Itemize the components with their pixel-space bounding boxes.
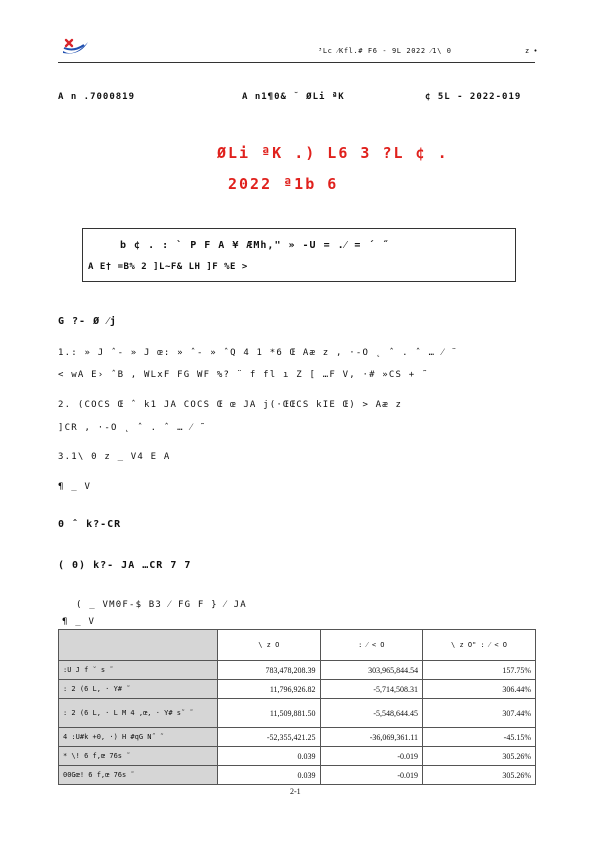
section2-subheading: ( 0) k?- JA …CR 7 7 <box>58 560 192 571</box>
table-row <box>59 661 536 680</box>
table-header-change: \ z O" : ⁄ < O <box>423 630 536 661</box>
row-label: : 2 (6 L, · Y# ˜ <box>59 680 218 699</box>
row-change-value: 305.26% <box>423 766 536 785</box>
row-label: : 2 (6 L, · L M 4 ,œ, · Y# s˜ ˜ <box>59 699 218 728</box>
notice-box-line1: b ¢ . : ` P F A ¥ ÆMh," » -U = .⁄ = ´ ˝ <box>120 240 390 251</box>
page-number: 2-1 <box>290 787 301 796</box>
notice-box <box>82 228 516 282</box>
row-current-value: -52,355,421.25 <box>218 728 321 747</box>
section1-item: ]CR , ·-O ˛ ˆ . ˆ … ⁄ ˜ <box>58 423 207 433</box>
row-change-value: -45.15% <box>423 728 536 747</box>
table-row <box>59 699 536 728</box>
company-logo-icon <box>60 36 90 58</box>
row-previous-value: -0.019 <box>320 747 423 766</box>
stock-short-name: A n1¶0& ˘ ØLi ªK <box>242 92 345 102</box>
table-header-previous: : ⁄ < O <box>320 630 423 661</box>
table-row <box>59 766 536 785</box>
table-header-current: \ z O <box>218 630 321 661</box>
section1-item: < wA E› ˆB , WLxF FG WF %? ¨ f fl ı Z [ …F V, ·# »CS + ˜ <box>58 370 429 380</box>
table-header-row <box>59 630 536 661</box>
row-previous-value: 303,965,844.54 <box>320 661 423 680</box>
row-label: 00Gœ! 6 f,œ 76s ˜ <box>59 766 218 785</box>
section1-item: 3.1\ 0 z _ V4 E A <box>58 452 171 462</box>
row-previous-value: -0.019 <box>320 766 423 785</box>
row-label: :U J f ˘ s ˜ <box>59 661 218 680</box>
header-page-marker: z • <box>525 47 538 55</box>
row-current-value: 783,478,208.39 <box>218 661 321 680</box>
row-label: 4 :U#k +0, ·) H #qG N˝ ˜ <box>59 728 218 747</box>
row-current-value: 0.039 <box>218 766 321 785</box>
row-previous-value: -5,714,508.31 <box>320 680 423 699</box>
row-previous-value: -5,548,644.45 <box>320 699 423 728</box>
row-change-value: 305.26% <box>423 747 536 766</box>
section2-heading: 0 ˆ k?-CR <box>58 519 122 530</box>
section2-note: ( _ VM0F-$ B3 ⁄ FG F } ⁄ JA <box>76 600 247 610</box>
section1-item: 2. (COCS Œ ˆ k1 JA COCS Œ œ JA j(·ŒŒCS kIE Œ) > Aæ z <box>58 400 403 410</box>
table-unit-label: ¶ _ V <box>62 617 96 627</box>
table-row <box>59 728 536 747</box>
header-divider <box>58 62 535 63</box>
table-row <box>59 747 536 766</box>
row-change-value: 307.44% <box>423 699 536 728</box>
document-title-line1: ØLi ªK .) L6 3 ?L ¢ . <box>217 144 449 162</box>
row-current-value: 11,796,926.82 <box>218 680 321 699</box>
row-change-value: 157.75% <box>423 661 536 680</box>
financial-data-table <box>58 629 536 785</box>
notice-box-line2: A E† =B% 2 ]L~F& LH ]F %E > <box>88 262 248 272</box>
row-change-value: 306.44% <box>423 680 536 699</box>
section1-item: ¶ _ V <box>58 482 92 492</box>
notice-number: ¢ 5L - 2022-019 <box>425 92 522 102</box>
stock-code: A n .7000819 <box>58 92 136 102</box>
table-row <box>59 680 536 699</box>
section1-heading: G ?- Ø ⁄j <box>58 316 117 327</box>
document-title-line2: 2022 ª1b 6 <box>228 175 339 193</box>
table-header-blank <box>59 630 218 661</box>
row-label: * \! 6 f,œ 76s ˜ <box>59 747 218 766</box>
row-current-value: 11,509,881.50 <box>218 699 321 728</box>
section1-item: 1.: » J ˆ- » J œ: » ˆ- » ˆQ 4 1 *6 Œ Aæ z ‚ ·-O ˛ ˆ . ˆ … ⁄ ¨ <box>58 348 458 358</box>
header-report-title: ³Lc ⁄Kfl.# F6 - 9L 2022 ⁄1\ 0 <box>318 47 452 55</box>
row-previous-value: -36,069,361.11 <box>320 728 423 747</box>
row-current-value: 0.039 <box>218 747 321 766</box>
